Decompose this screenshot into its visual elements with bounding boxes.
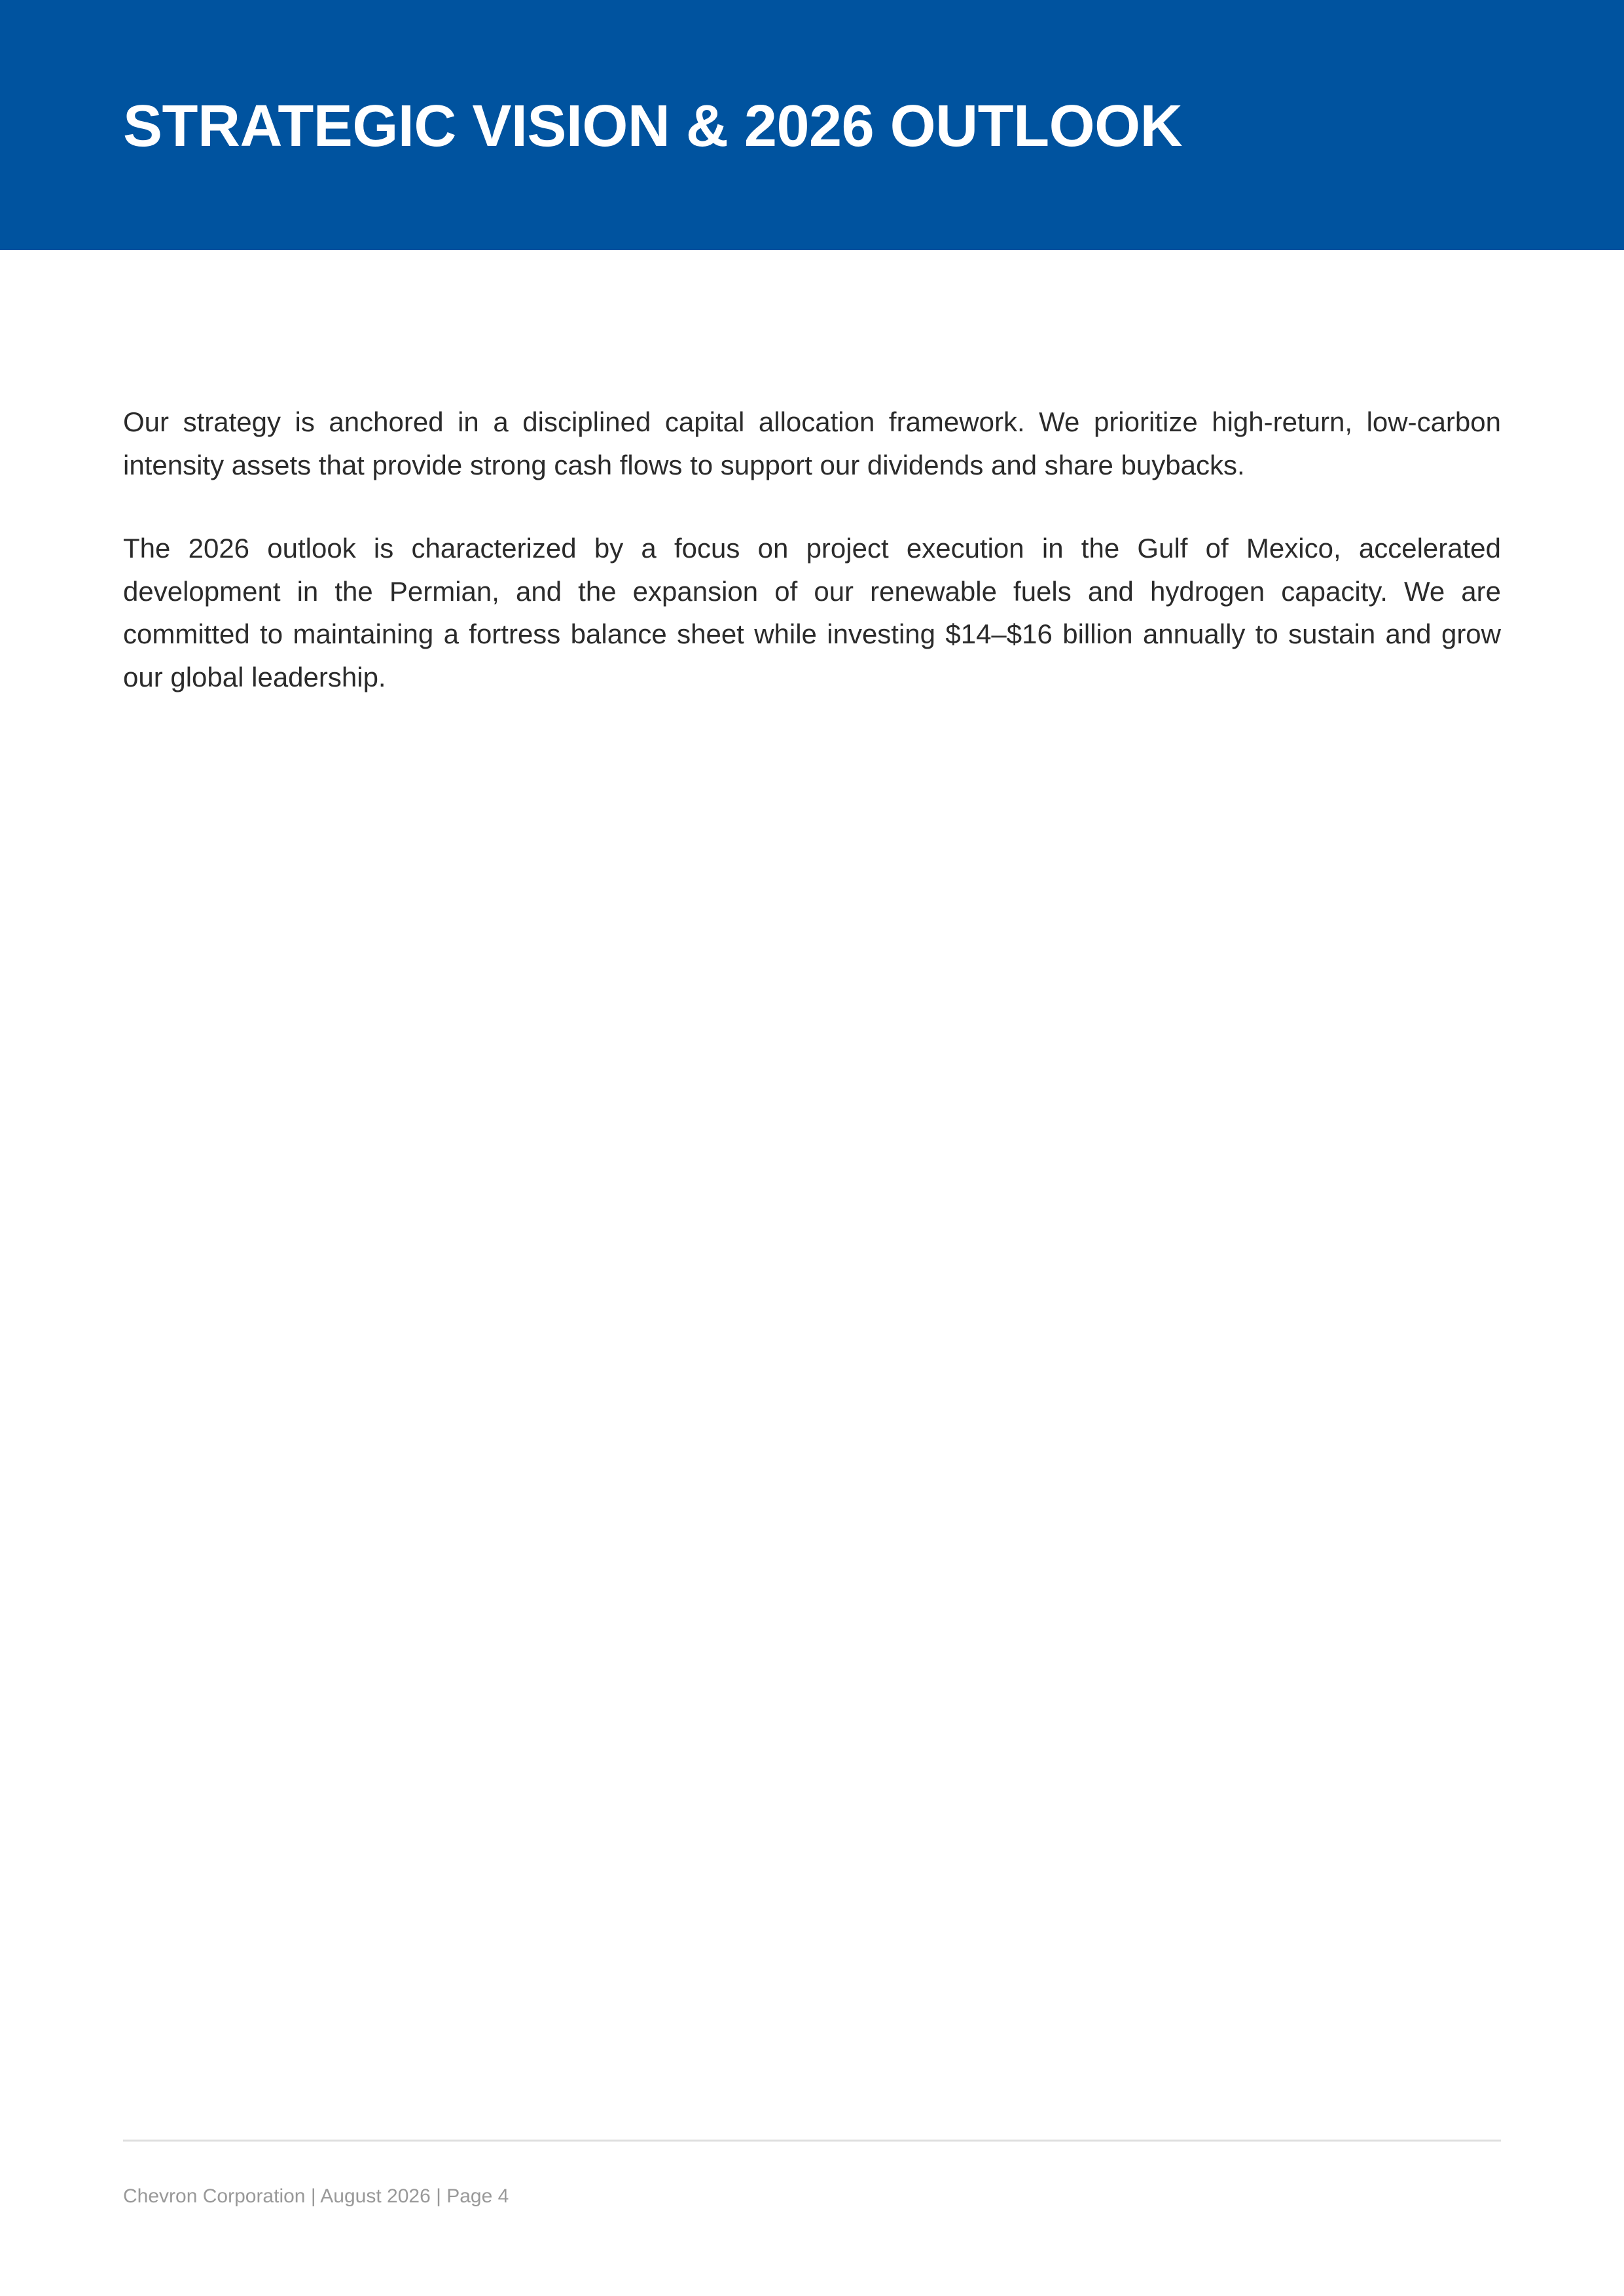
footer-text: Chevron Corporation | August 2026 | Page 4	[123, 2185, 509, 2207]
header-band	[0, 0, 1624, 250]
paragraph-outlook: The 2026 outlook is characterized by a focus on project execution in the Gulf of Mexico, accelerated development in the Permian, and the expansion of our renewable fuels and hydrogen capacity. We are committed to maintaining a fortress balance sheet while investing $14–$16 billion annually to sustain and grow our global leadership.	[123, 533, 1501, 692]
page-title: STRATEGIC VISION & 2026 OUTLOOK	[123, 94, 1183, 159]
footer-divider	[123, 2140, 1501, 2142]
paragraph-strategy: Our strategy is anchored in a disciplined capital allocation framework. We prioritize high-return, low-carbon intensity assets that provide strong cash flows to support our dividends and share buybacks.	[123, 406, 1501, 480]
body-text	[123, 401, 1501, 739]
